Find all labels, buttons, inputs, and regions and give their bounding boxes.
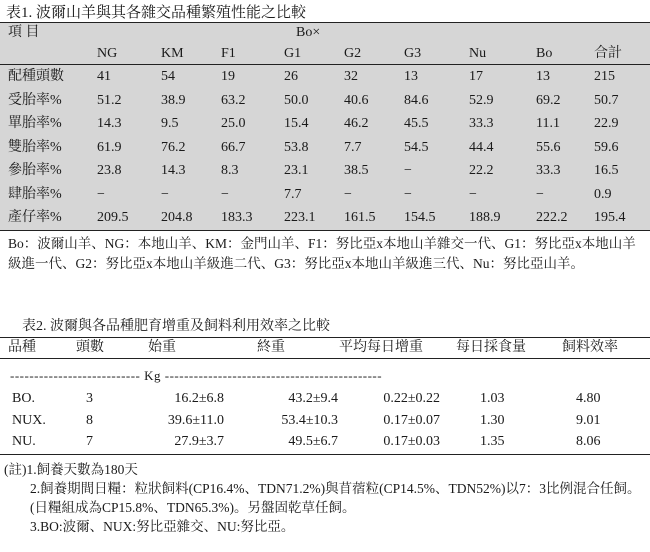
table1-cell: 26 — [284, 69, 298, 84]
table1-cell: − — [221, 187, 229, 202]
table1-cell: 204.8 — [161, 210, 193, 225]
table1-cell: 50.0 — [284, 93, 309, 108]
table2-col-header: 飼料效率 — [562, 340, 618, 355]
table1-cell: 13 — [536, 69, 550, 84]
table1-cell: 76.2 — [161, 140, 186, 155]
table2-col-header: 平均每日增重 — [339, 340, 423, 355]
table2-notes — [4, 460, 646, 536]
table1-cell: − — [161, 187, 169, 202]
table2-col-header: 每日採食量 — [456, 340, 526, 355]
table2-cell: BO. — [12, 391, 35, 406]
table2-cell: 53.4±10.3 — [281, 413, 338, 428]
table1-header-item: 項 目 — [8, 25, 40, 40]
table1-cell: 7.7 — [284, 187, 302, 202]
table1-cell: 14.3 — [97, 116, 122, 131]
table1-col-header: G3 — [404, 46, 422, 61]
table1-header-group: Bo× — [296, 25, 321, 40]
table1-cell: 0.9 — [594, 187, 612, 202]
table1-cell: 25.0 — [221, 116, 246, 131]
table1-row-label: 參胎率% — [8, 163, 62, 178]
table1-cell: − — [404, 187, 412, 202]
table1-cell: 11.1 — [536, 116, 560, 131]
table1-cell: 195.4 — [594, 210, 626, 225]
table1-row-label: 肆胎率% — [8, 187, 62, 202]
table2-cell: 4.80 — [576, 391, 601, 406]
table1-cell: 15.4 — [284, 116, 309, 131]
table1-cell: 41 — [97, 69, 111, 84]
table1-cell: 84.6 — [404, 93, 429, 108]
table1-cell: 22.9 — [594, 116, 619, 131]
table1-cell: 19 — [221, 69, 235, 84]
table1-col-header: Nu — [469, 46, 487, 61]
table1-cell: 183.3 — [221, 210, 253, 225]
table1-col-header: NG — [97, 46, 118, 61]
table1-cell: 9.5 — [161, 116, 179, 131]
table1-top-rule — [0, 22, 650, 23]
table1-cell: 16.5 — [594, 163, 619, 178]
table1-cell: 8.3 — [221, 163, 239, 178]
table1-cell: − — [404, 163, 412, 178]
table2-cell: 9.01 — [576, 413, 601, 428]
table1-cell: 51.2 — [97, 93, 122, 108]
table1-cell: 63.2 — [221, 93, 246, 108]
table2-cell: 1.30 — [480, 413, 505, 428]
table2-cell: 8.06 — [576, 434, 601, 449]
table2-col-header: 品種 — [8, 340, 36, 355]
table2-cell: 0.22±0.22 — [383, 391, 440, 406]
table1-cell: 54 — [161, 69, 175, 84]
table1-cell: 50.7 — [594, 93, 619, 108]
table1-cell: 161.5 — [344, 210, 376, 225]
table2-cell: NU. — [12, 434, 36, 449]
table1-cell: 22.2 — [469, 163, 494, 178]
table1-col-header: KM — [161, 46, 184, 61]
table2-note: 3.BO:波爾、NUX:努比亞雜交、NU:努比亞。 — [30, 519, 295, 534]
table1-cell: 33.3 — [469, 116, 494, 131]
table1-cell: 32 — [344, 69, 358, 84]
table2-cell: 7 — [86, 434, 93, 449]
table1-header-rule — [0, 64, 650, 65]
table1-col-header: G2 — [344, 46, 362, 61]
table1-col-header: Bo — [536, 46, 553, 61]
table1-cell: − — [536, 187, 544, 202]
table1-row-label: 雙胎率% — [8, 140, 62, 155]
table2-note: 2.飼養期間日糧：粒狀飼料(CP16.4%、TDN71.2%)與苜蓿粒(CP14.5%、TDN52%)以7：3比例混合任飼。(日糧組成為CP15.8%、TDN65.3%)。另盤固乾草任飼。 — [30, 481, 641, 515]
table2-col-header: 頭數 — [76, 340, 104, 355]
table1-col-header: G1 — [284, 46, 302, 61]
table2-cell: 0.17±0.07 — [383, 413, 440, 428]
table1-cell: 33.3 — [536, 163, 561, 178]
table1-cell: 61.9 — [97, 140, 122, 155]
table2-cell: 43.2±9.4 — [288, 391, 338, 406]
table1-row-label: 受胎率% — [8, 93, 62, 108]
table2-cell: 27.9±3.7 — [174, 434, 224, 449]
table1-cell: − — [469, 187, 477, 202]
table1-cell: 59.6 — [594, 140, 619, 155]
table1-cell: 40.6 — [344, 93, 369, 108]
table1-cell: 13 — [404, 69, 418, 84]
table2-col-header: 終重 — [257, 340, 285, 355]
table2-cell: NUX. — [12, 413, 46, 428]
table2-top-rule — [0, 337, 650, 338]
table1-cell: − — [344, 187, 352, 202]
table1-cell: 55.6 — [536, 140, 561, 155]
table2-title: 表2. 波爾與各品種肥育增重及飼料利用效率之比較 — [22, 319, 330, 334]
table1-cell: 222.2 — [536, 210, 568, 225]
table2-note: (註)1.飼養天數為180天 — [4, 462, 138, 477]
table1-row-label: 配種頭數 — [8, 69, 64, 84]
table1-cell: − — [97, 187, 105, 202]
table1-row-label: 產仔率% — [8, 210, 62, 225]
table2-cell: 16.2±6.8 — [174, 391, 224, 406]
table1-cell: 23.1 — [284, 163, 309, 178]
table1-bottom-rule — [0, 230, 650, 231]
table1-cell: 46.2 — [344, 116, 369, 131]
table1-title: 表1. 波爾山羊與其各雜交品種繁殖性能之比較 — [6, 5, 307, 21]
table1-cell: 7.7 — [344, 140, 362, 155]
table1-cell: 52.9 — [469, 93, 494, 108]
table2-header-rule — [0, 358, 650, 359]
table1-cell: 38.5 — [344, 163, 369, 178]
table1-cell: 53.8 — [284, 140, 309, 155]
table1-cell: 23.8 — [97, 163, 122, 178]
table1-cell: 66.7 — [221, 140, 246, 155]
table1-row-label: 單胎率% — [8, 116, 62, 131]
table1-col-header: 合計 — [594, 46, 622, 61]
table2-col-header: 始重 — [148, 340, 176, 355]
table1-cell: 14.3 — [161, 163, 186, 178]
table1-cell: 54.5 — [404, 140, 429, 155]
table1-col-header: F1 — [221, 46, 236, 61]
table1-cell: 45.5 — [404, 116, 429, 131]
table2-cell: 3 — [86, 391, 93, 406]
table1-cell: 215 — [594, 69, 615, 84]
table2-cell: 39.6±11.0 — [167, 413, 224, 428]
table1-cell: 188.9 — [469, 210, 501, 225]
table1-cell: 17 — [469, 69, 483, 84]
table1-cell: 69.2 — [536, 93, 561, 108]
table1-footnote: Bo：波爾山羊、NG：本地山羊、KM：金門山羊、F1：努比亞x本地山羊雜交一代、G1：努比亞x本地山羊級進一代、G2：努比亞x本地山羊級進二代、G3：努比亞x本地山羊級進三代、Nu：努比亞山羊。 — [8, 236, 636, 271]
table2-cell: 8 — [86, 413, 93, 428]
table2-cell: 0.17±0.03 — [383, 434, 440, 449]
table1-cell: 209.5 — [97, 210, 129, 225]
table1-cell: 44.4 — [469, 140, 494, 155]
table2-cell: 1.03 — [480, 391, 505, 406]
table2-cell: 49.5±6.7 — [288, 434, 338, 449]
table2-bottom-rule — [0, 454, 650, 455]
table1-cell: 223.1 — [284, 210, 316, 225]
table2-cell: 1.35 — [480, 434, 505, 449]
table1-cell: 38.9 — [161, 93, 186, 108]
table2-unit-row: --------------------------- Kg --------------------------------------------- — [10, 368, 383, 383]
table1-cell: 154.5 — [404, 210, 436, 225]
